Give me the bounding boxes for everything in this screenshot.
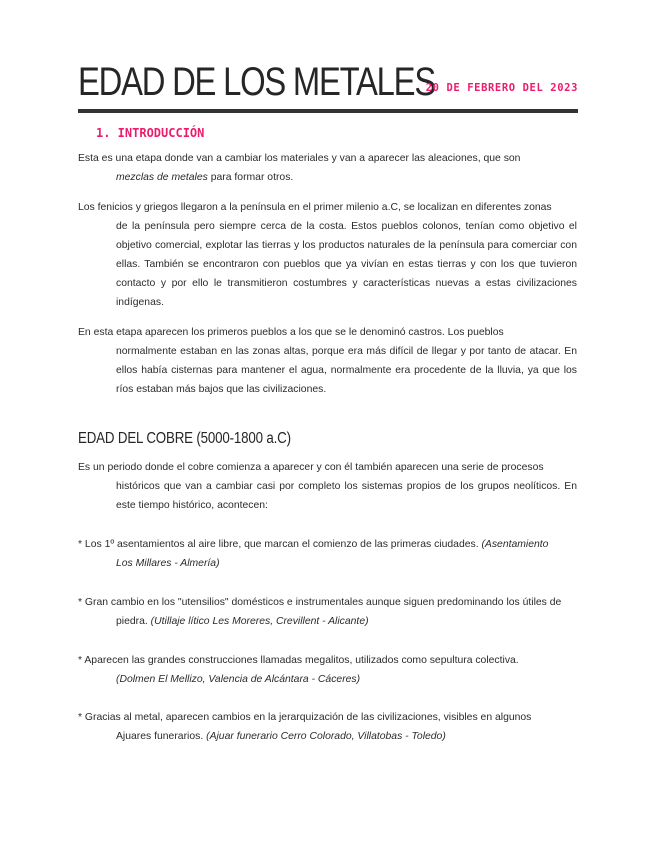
document-date: 20 DE FEBRERO DEL 2023 [425,82,578,94]
paragraph-line: Los fenicios y griegos llegaron a la península en el primer milenio a.C, se localizan en diferentes zonas [78,202,552,213]
list-item-text: * Gran cambio en los "utensilios" domésticos e instrumentales aunque siguen predominando los útiles de [78,597,562,608]
list-item [78,535,577,573]
paragraph-cobre-intro [78,458,577,515]
header-divider [78,109,578,113]
paragraph-italic: mezclas de metales [116,172,208,183]
section-heading-edad-del-cobre: EDAD DEL COBRE (5000-1800 a.C) [78,430,291,447]
list-item [78,593,577,631]
paragraph-line: Es un periodo donde el cobre comienza a aparecer y con él también aparecen una serie de procesos [78,462,544,473]
paragraph-intro-3 [78,323,577,399]
paragraph-text: de la península pero siempre cerca de la costa. Estos pueblos colonos, tenían como objetivo el objetivo comercial, explotar las tierras y los productos naturales de la península para comerciar con ellas. También se encontraron con pueblos que ya vivían en estas tierras y con los que tuvieron contacto y por ello le transmitieron costumbres y características nuevas a estas civilizaciones indígenas. [116,221,577,308]
list-item-line [78,593,577,612]
list-item [78,708,577,746]
paragraph-intro-2 [78,198,577,312]
list-item-hang [78,727,577,746]
list-item-italic: Los Millares - Almería) [116,558,220,569]
list-item-text: Ajuares funerarios. [116,731,207,742]
paragraph-hang [78,168,577,187]
list-item-text: * Gracias al metal, aparecen cambios en la jerarquización de las civilizaciones, visibles en algunos [78,712,532,723]
paragraph-text: históricos que van a cambiar casi por completo los sistemas propios de los grupos neolíticos. En este tiempo histórico, acontecen: [116,481,577,511]
document-header [78,60,578,104]
list-item-italic: (Ajuar funerario Cerro Colorado, Villatobas - Toledo) [206,731,446,742]
paragraph-line: Esta es una etapa donde van a cambiar los materiales y van a aparecer las aleaciones, que son [78,153,521,164]
list-item [78,651,577,689]
list-item-text: * Los 1º asentamientos al aire libre, que marcan el comienzo de las primeras ciudades. [78,539,479,550]
paragraph-intro-1 [78,149,577,187]
list-item-line [78,651,577,670]
list-item-text: * Aparecen las grandes construcciones llamadas megalitos, utilizados como sepultura colectiva. [78,655,519,666]
list-item-italic: (Dolmen El Mellizo, Valencia de Alcántara - Cáceres) [116,674,361,685]
list-item-hang [78,670,577,689]
list-item-italic: (Asentamiento [478,539,549,550]
list-item-line [78,708,577,727]
list-item-hang [78,554,577,573]
list-item-italic: (Utillaje lítico Les Moreres, Crevillent - Alicante) [150,616,369,627]
section-heading-introduccion: 1. INTRODUCCIÓN [96,126,205,140]
list-item-line [78,535,577,554]
document-title: EDAD DE LOS METALES [78,60,435,104]
paragraph-text: para formar otros. [207,172,294,183]
paragraph-line: En esta etapa aparecen los primeros pueblos a los que se le denominó castros. Los pueblos [78,327,504,338]
list-item-hang [78,612,577,631]
list-item-text: piedra. [116,616,151,627]
paragraph-text: normalmente estaban en las zonas altas, porque era más difícil de llegar y por tanto de atacar. En ellos había cisternas para mantener el agua, normalmente era procedente de la lluvia, ya que los ríos estaban más bajos que las civilizaciones. [116,346,577,395]
